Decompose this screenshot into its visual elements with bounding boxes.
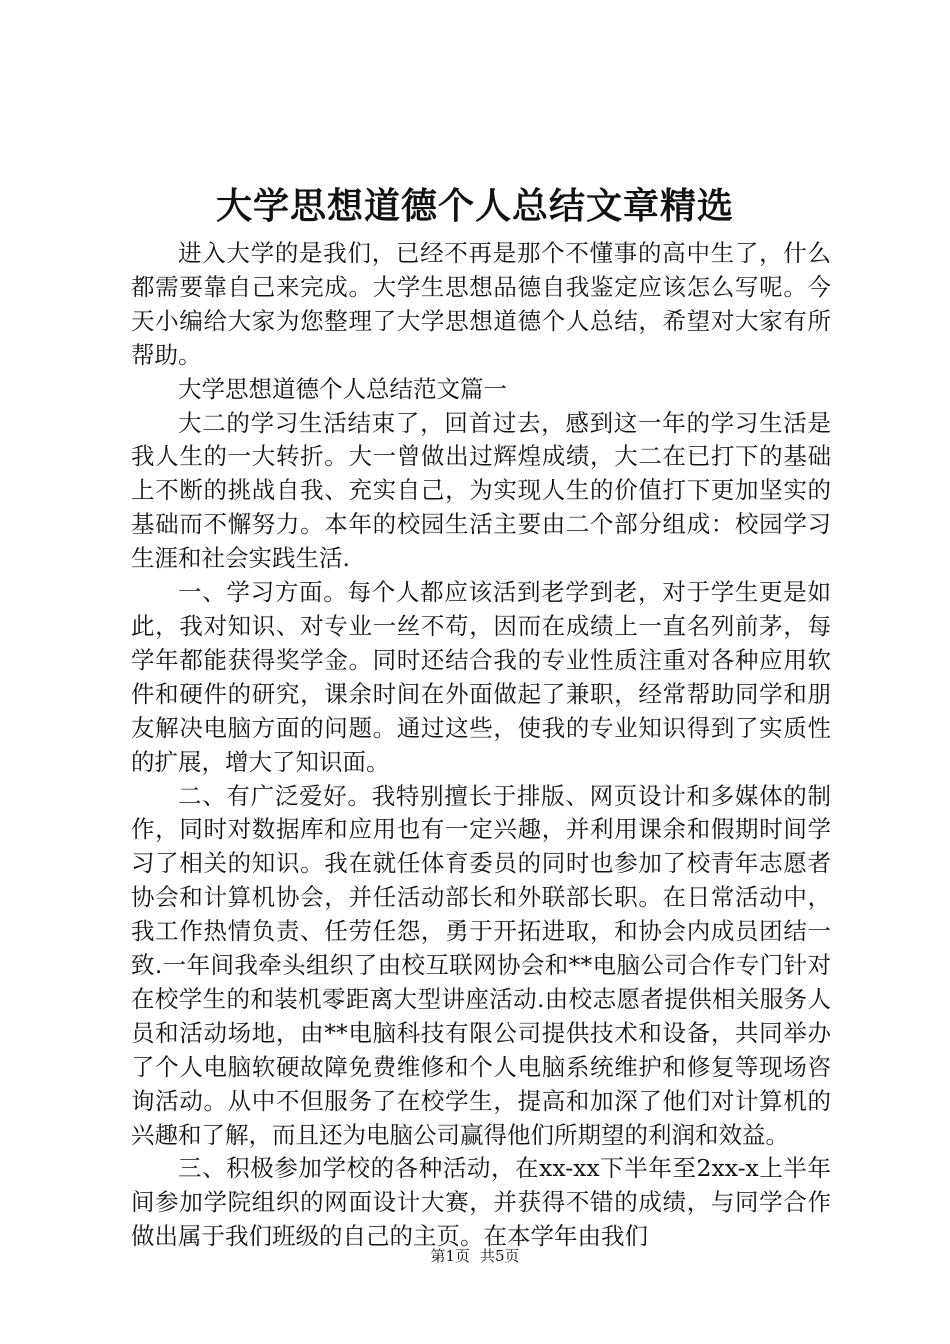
document-body — [131, 237, 831, 1254]
document-title: 大学思想道德个人总结文章精选 — [215, 185, 734, 227]
paragraph-intro: 进入大学的是我们，已经不再是那个不懂事的高中生了，什么都需要靠自己来完成。大学生思想品德自我鉴定应该怎么写呢。今天小编给大家为您整理了大学思想道德个人总结，希望对大家有所帮助。 — [131, 239, 831, 369]
paragraph-section-heading: 大学思想道德个人总结范文篇一 — [178, 374, 507, 403]
page-number: 第1页 — [430, 1247, 470, 1265]
page-footer — [0, 1246, 950, 1266]
paragraph-hobbies: 二、有广泛爱好。我特别擅长于排版、网页设计和多媒体的制作，同时对数据库和应用也有一定兴趣，并利用课余和假期时间学习了相关的知识。我在就任体育委员的同时也参加了校青年志愿者协会和计算机协会，并任活动部长和外联部长职。在日常活动中，我工作热情负责、任劳任怨，勇于开拓进取，和协会内成员团结一致.一年间我牵头组织了由校互联网协会和**电脑公司合作专门针对在校学生的和装机零距离大型讲座活动.由校志愿者提供相关服务人员和活动场地，由**电脑科技有限公司提供技术和设备，共同举办了个人电脑软硬故障免费维修和个人电脑系统维护和修复等现场咨询活动。从中不但服务了在校学生，提高和加深了他们对计算机的兴趣和了解，而且还为电脑公司赢得他们所期望的利润和效益。 — [131, 781, 831, 1149]
page-total: 共5页 — [480, 1247, 520, 1265]
paragraph-overview: 大二的学习生活结束了，回首过去，感到这一年的学习生活是我人生的一大转折。大一曾做出过辉煌成绩，大二在已打下的基础上不断的挑战自我、充实自己，为实现人生的价值打下更加坚实的基础而不懈努力。本年的校园生活主要由二个部分组成：校园学习生涯和社会实践生活. — [131, 408, 831, 573]
paragraph-activities: 三、积极参加学校的各种活动，在xx-xx下半年至2xx-x上半年间参加学院组织的网面设计大赛，并获得不错的成绩，与同学合作做出属于我们班级的自己的主页。在本学年由我们 — [131, 1154, 831, 1251]
paragraph-study: 一、学习方面。每个人都应该活到老学到老，对于学生更是如此，我对知识、对专业一丝不苟，因而在成绩上一直名列前茅，每学年都能获得奖学金。同时还结合我的专业性质注重对各种应用软件和硬件的研究，课余时间在外面做起了兼职，经常帮助同学和朋友解决电脑方面的问题。通过这些，使我的专业知识得到了实质性的扩展，增大了知识面。 — [131, 578, 831, 776]
